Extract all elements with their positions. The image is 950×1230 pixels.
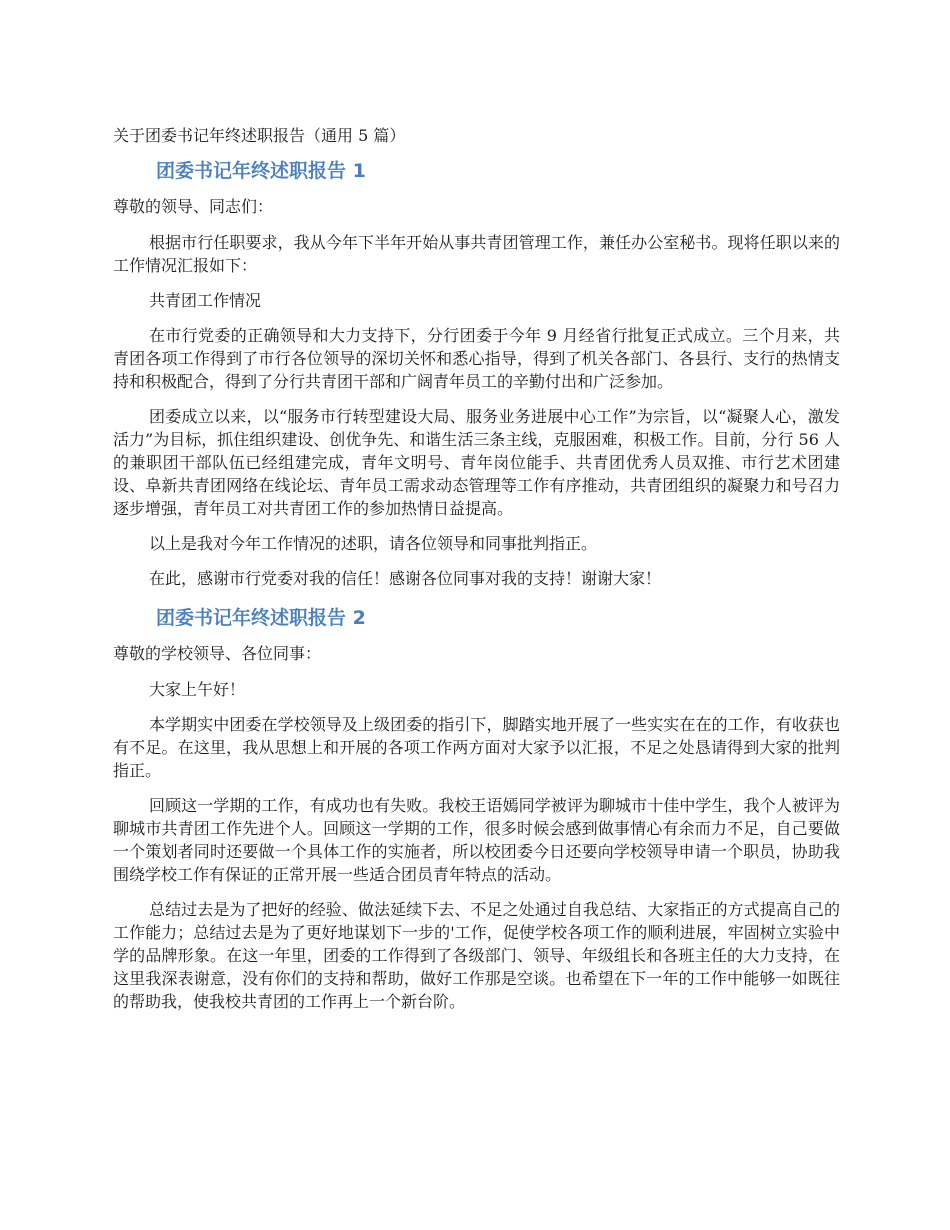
paragraph: 以上是我对今年工作情况的述职，请各位领导和同事批判指正。 [149, 534, 598, 553]
paragraph-greeting: 大家上午好！ [149, 680, 246, 699]
section-heading-2: 团委书记年终述职报告 2 [156, 607, 366, 629]
salutation-2: 尊敬的学校领导、各位同事： [113, 644, 322, 663]
paragraph: 回顾这一学期的工作，有成功也有失败。我校王语嫣同学被评为聊城市十佳中学生，我个人被评为聊城市共青团工作先进个人。回顾这一学期的工作，很多时候会感到做事情心有余而力不足，自己要做一个策划者同时还要做一个具体工作的实施者，所以校团委今日还要向学校领导申请一个职员，协助我围绕学校工作有保证的正常开展一些适合团员青年特点的活动。 [113, 796, 840, 884]
salutation-1: 尊敬的领导、同志们： [113, 197, 274, 216]
section-heading-1: 团委书记年终述职报告 1 [156, 160, 366, 182]
paragraph-subheading: 共青团工作情况 [149, 291, 262, 310]
paragraph: 在此，感谢市行党委对我的信任！感谢各位同事对我的支持！谢谢大家！ [149, 569, 662, 588]
report-section-2 [113, 606, 840, 1013]
paragraph: 在市行党委的正确领导和大力支持下，分行团委于今年 9 月经省行批复正式成立。三个月来，共青团各项工作得到了市行各位领导的深切关怀和悉心指导，得到了机关各部门、各县行、支行的热情支持和积极配合，得到了分行共青团干部和广阔青年员工的辛勤付出和广泛参加。 [113, 326, 840, 391]
document-body [113, 124, 840, 1025]
document-title: 关于团委书记年终述职报告（通用 5 篇） [113, 126, 406, 145]
paragraph: 本学期实中团委在学校领导及上级团委的指引下，脚踏实地开展了一些实实在在的工作，有收获也有不足。在这里，我从思想上和开展的各项工作两方面对大家予以汇报，不足之处恳请得到大家的批判指正。 [113, 715, 840, 780]
paragraph: 总结过去是为了把好的经验、做法延续下去、不足之处通过自我总结、大家指正的方式提高自己的工作能力；总结过去是为了更好地谋划下一步的'工作，促使学校各项工作的顺利进展，牢固树立实验中学的品牌形象。在这一年里，团委的工作得到了各级部门、领导、年级组长和各班主任的大力支持，在这里我深表谢意，没有你们的支持和帮助，做好工作那是空谈。也希望在下一年的工作中能够一如既往的帮助我，使我校共青团的工作再上一个新台阶。 [113, 900, 840, 1011]
paragraph: 团委成立以来，以“服务市行转型建设大局、服务业务进展中心工作”为宗旨，以“凝聚人心，激发活力”为目标，抓住组织建设、创优争先、和谐生活三条主线，克服困难，积极工作。目前，分行 56 人的兼职团干部队伍已经组建完成，青年文明号、青年岗位能手、共青团优秀人员双推、市行艺术团建设、阜新共青团网络在线论坛、青年员工需求动态管理等工作有序推动，共青团组织的凝聚力和号召力逐步增强，青年员工对共青团工作的参加热情日益提高。 [113, 407, 840, 518]
report-section-1 [113, 159, 840, 590]
paragraph: 根据市行任职要求，我从今年下半年开始从事共青团管理工作，兼任办公室秘书。现将任职以来的工作情况汇报如下： [113, 233, 840, 275]
